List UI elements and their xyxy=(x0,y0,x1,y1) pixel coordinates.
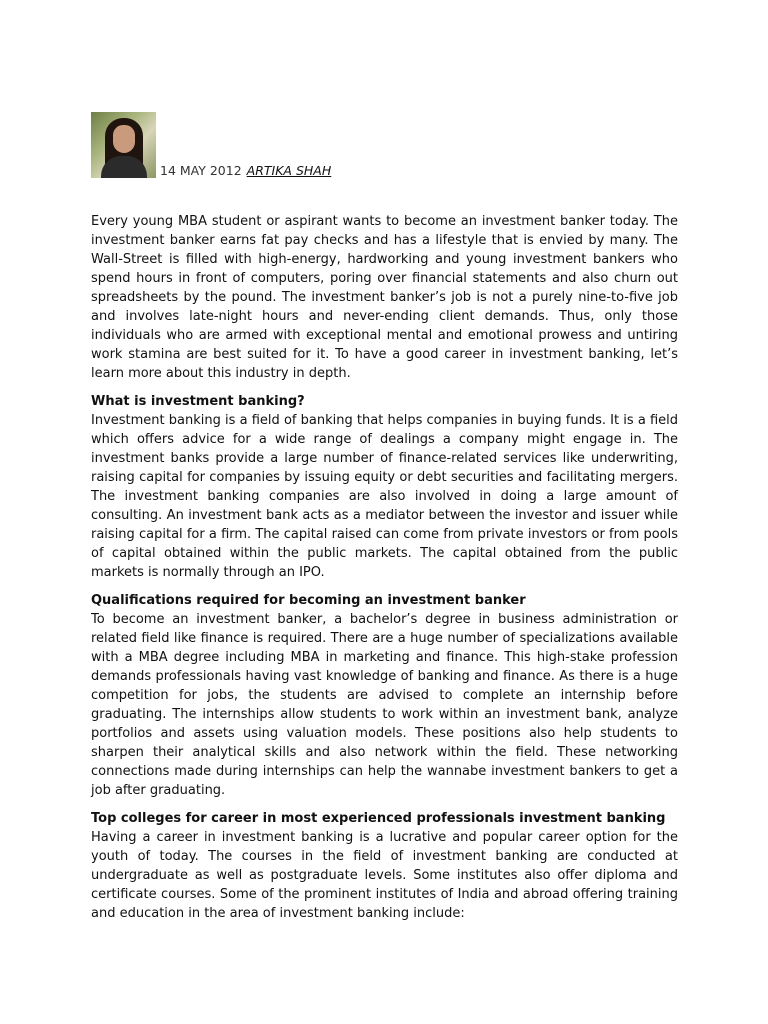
section-heading-top-colleges: Top colleges for career in most experienced professionals investment banking xyxy=(91,811,666,826)
post-date: 14 MAY 2012 xyxy=(160,163,242,178)
avatar-face xyxy=(113,125,135,153)
author-link[interactable]: ARTIKA SHAH xyxy=(246,163,332,178)
section-body-what-is: Investment banking is a field of banking that helps companies in buying funds. It is a field which offers advice for a wide range of dealings a company might engage in. The investment banks provide a large number of finance-related services like underwriting, raising capital for companies by issuing equity or debt securities and facilitating mergers. The investment banking companies are also involved in doing a large amount of consulting. An investment bank acts as a mediator between the investor and issuer while raising capital for a firm. The capital raised can come from private investors or from pools of capital obtained within the public markets. The capital obtained from the public markets is normally through an IPO. xyxy=(91,413,678,580)
section-heading-what-is: What is investment banking? xyxy=(91,394,305,409)
section-body-top-colleges: Having a career in investment banking is a lucrative and popular career option for the youth of today. The courses in the field of investment banking are conducted at undergraduate as well as postgraduate levels. Some institutes also offer diploma and certificate courses. Some of the prominent institutes of India and abroad offering training and education in the area of investment banking include: xyxy=(91,830,678,921)
section-body-qualifications: To become an investment banker, a bachelor’s degree in business administration or related field like finance is required. There are a huge number of specializations available with a MBA degree including MBA in marketing and finance. This high-stake profession demands professionals having vast knowledge of banking and finance. As there is a huge competition for jobs, the students are advised to complete an internship before graduating. The internships allow students to work within an investment bank, analyze portfolios and assets using valuation models. These positions also help students to sharpen their analytical skills and also network within the field. These networking connections made during internships can help the wannabe investment bankers to get a job after graduating. xyxy=(91,612,678,798)
byline xyxy=(91,112,331,178)
author-avatar xyxy=(91,112,156,178)
intro-paragraph: Every young MBA student or aspirant wants to become an investment banker today. The investment banker earns fat pay checks and has a lifestyle that is envied by many. The Wall-Street is filled with high-energy, hardworking and young investment bankers who spend hours in front of computers, poring over financial statements and also churn out spreadsheets by the pound. The investment banker’s job is not a purely nine-to-five job and involves late-night hours and never-ending client demands. Thus, only those individuals who are armed with exceptional mental and emotional prowess and untiring work stamina are best suited for it. To have a good career in investment banking, let’s learn more about this industry in depth. xyxy=(91,214,678,381)
article-body xyxy=(91,212,678,923)
section-heading-qualifications: Qualifications required for becoming an investment banker xyxy=(91,593,526,608)
